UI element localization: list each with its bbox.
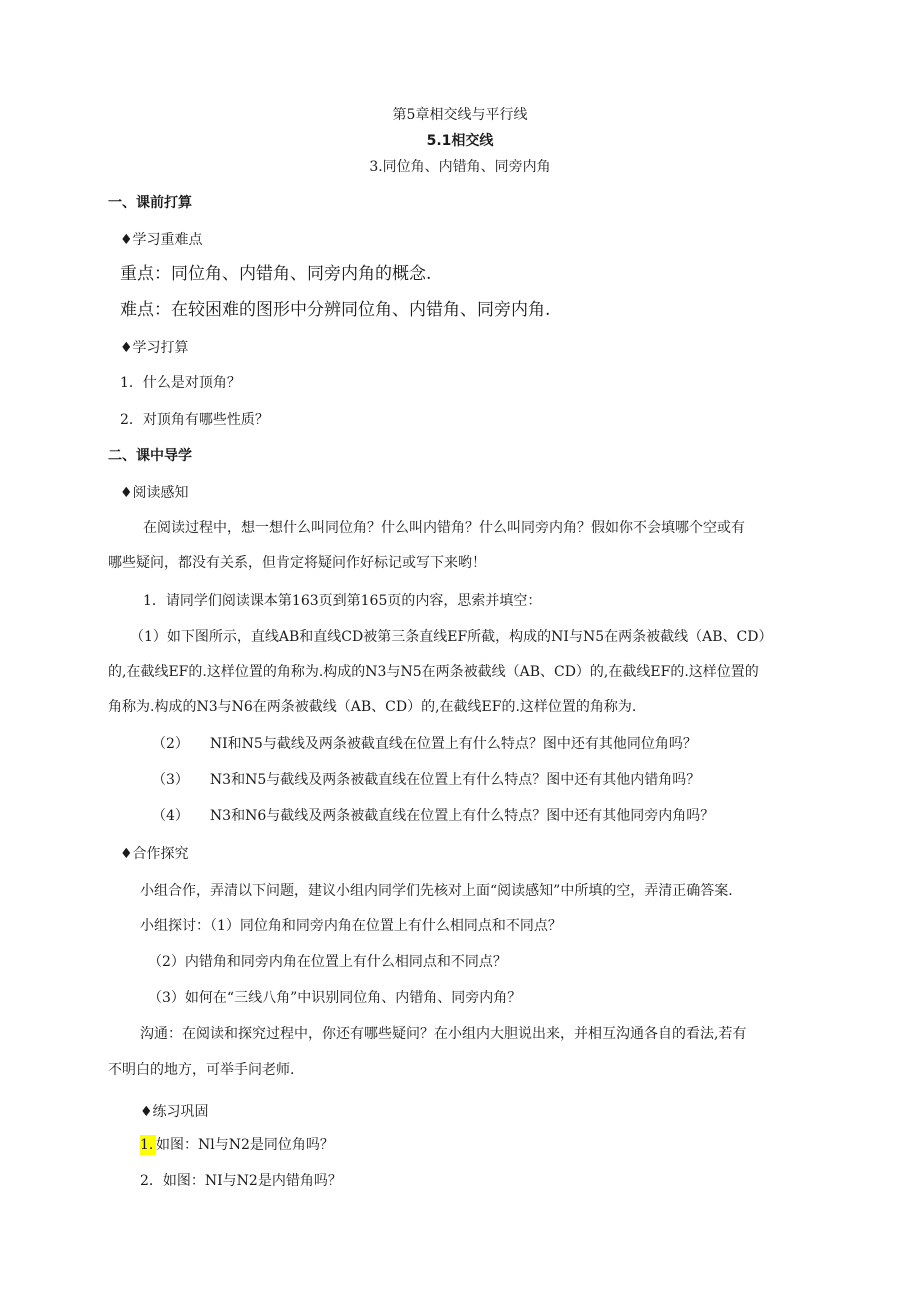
highlighted-number: 1. — [140, 1135, 156, 1155]
chapter-title: 第5章相交线与平行线 — [392, 107, 528, 123]
part2-heading: 二、课中导学 — [108, 448, 192, 464]
plan-label: ♦学习打算 — [120, 340, 189, 356]
reading-paragraph-line1: 在阅读过程中，想一想什么叫同位角？什么叫内错角？什么叫同旁内角？假如你不会填哪个空或有 — [143, 520, 745, 536]
coop-question-3: （3）如何在“三线八角”中识别同位角、内错角、同旁内角？ — [148, 990, 522, 1006]
part1-heading: 一、课前打算 — [108, 195, 192, 211]
item-4: （4） N3和N6与截线及两条被截直线在位置上有什么特点？图中还有其他同旁内角吗？ — [152, 808, 715, 824]
coop-paragraph: 小组合作，弄清以下问题，建议小组内同学们先核对上面“阅读感知”中所填的空，弄清正确答案. — [140, 883, 733, 899]
plan-question-1: 1．什么是对顶角？ — [120, 375, 241, 391]
plan-question-2: 2．对顶角有哪些性质？ — [120, 412, 269, 428]
item-1-line2: 的,在截线EF的.这样位置的角称为.构成的N3与N5在两条被截线（AB、CD）的,在截线EF的.这样位置的 — [108, 664, 759, 680]
item-2: （2） NI和N5与截线及两条被截直线在位置上有什么特点？图中还有其他同位角吗？ — [152, 736, 697, 752]
key-point: 重点：同位角、内错角、同旁内角的概念. — [120, 264, 432, 284]
reading-label: ♦阅读感知 — [120, 485, 189, 501]
task-1: 1．请同学们阅读课本第163页到第165页的内容，思索并填空： — [143, 593, 542, 609]
section-title: 5.1相交线 — [426, 133, 494, 149]
item-1-line1: （1）如下图所示，直线AB和直线CD被第三条直线EF所截，构成的NI与N5在两条被截线（AB、CD） — [130, 629, 773, 645]
key-difficulty-label: ♦学习重难点 — [120, 232, 203, 248]
item-3: （3） N3和N5与截线及两条被截直线在位置上有什么特点？图中还有其他内错角吗？ — [152, 772, 701, 788]
reading-paragraph-line2: 哪些疑问，都没有关系，但肯定将疑问作好标记或写下来哟！ — [108, 555, 486, 571]
practice-question-1 — [140, 1135, 334, 1155]
communication-line2: 不明白的地方，可举手问老师. — [108, 1062, 295, 1078]
coop-question-1: 小组探讨：（1）同位角和同旁内角在位置上有什么相同点和不同点？ — [140, 918, 562, 934]
coop-label: ♦合作探究 — [120, 846, 189, 862]
practice-label: ♦练习巩固 — [140, 1104, 209, 1120]
practice-question-1-text: 如图：Nl与N2是同位角吗？ — [156, 1137, 334, 1153]
lesson-title: 3.同位角、内错角、同旁内角 — [369, 159, 551, 175]
practice-question-2: 2．如图：NI与N2是内错角吗？ — [140, 1173, 342, 1189]
item-1-line3: 角称为.构成的N3与N6在两条被截线（AB、CD）的,在截线EF的.这样位置的角称为. — [108, 699, 637, 715]
difficulty: 难点：在较困难的图形中分辨同位角、内错角、同旁内角. — [120, 300, 551, 320]
communication-line1: 沟通：在阅读和探究过程中，你还有哪些疑问？在小组内大胆说出来，并相互沟通各自的看法,若有 — [140, 1026, 747, 1042]
coop-question-2: （2）内错角和同旁内角在位置上有什么相同点和不同点？ — [148, 954, 507, 970]
